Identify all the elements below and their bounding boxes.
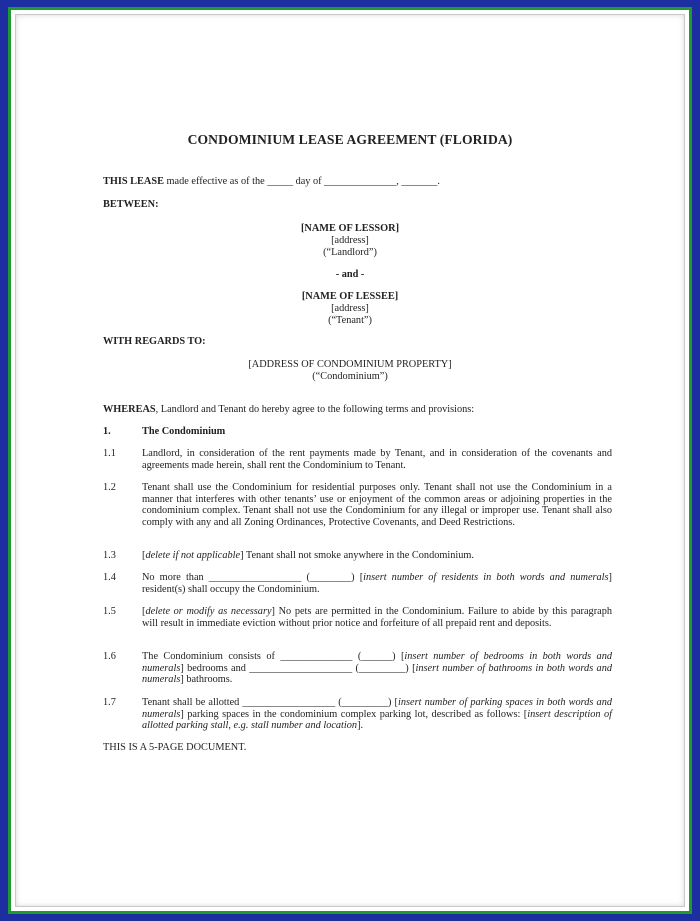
clause-pre: No more than __________________ (________) [ — [142, 572, 364, 583]
clause-note-2: insert number of bathrooms in both words and numerals — [142, 662, 612, 685]
whereas-text: , Landlord and Tenant do hereby agree to the following terms and provisions: — [155, 404, 475, 415]
lessee-address: [address] — [331, 303, 369, 314]
clause-pre: The Condominium consists of ______________ (______) [ — [142, 651, 405, 662]
clause-pre: Tenant shall be allotted __________________ (_________) [ — [142, 697, 398, 708]
outer-frame — [4, 4, 696, 917]
intro-lead: THIS LEASE — [103, 176, 164, 187]
clause-body: Tenant shall not smoke anywhere in the Condominium. — [243, 550, 474, 561]
clause-text — [142, 572, 612, 595]
clause-number: 1.1 — [103, 448, 116, 459]
and-separator: - and - — [335, 269, 365, 280]
clause-text — [142, 697, 612, 732]
document-page — [15, 14, 685, 907]
clause-number: 1.7 — [103, 697, 116, 708]
whereas-lead: WHEREAS — [103, 404, 156, 415]
clause-note: insert number of parking spaces in both words and numerals — [142, 697, 613, 720]
section-heading: The Condominium — [142, 426, 226, 437]
property-role: (“Condominium”) — [312, 371, 388, 382]
lessee-role: (“Tenant”) — [328, 315, 372, 326]
lessor-name: [NAME OF LESSOR] — [300, 223, 400, 234]
green-border — [8, 7, 692, 914]
clause-text: Tenant shall use the Condominium for residential purposes only. Tenant shall not use the Condominium in a manner that interferes with other tenants’ use or enjoyment of the common areas or adjoining properties in the condominium complex. Tenant shall not use the Condominium for any illegal or improper use. Tenant shall also comply with any and all Zoning Ordinances, Protective Covenants, and Deed Restrictions. — [142, 482, 612, 528]
clause-text: [delete if not applicable] Tenant shall not smoke anywhere in the Condominium. — [142, 550, 474, 561]
clause-number: 1.5 — [103, 606, 116, 617]
clause-note: insert number of bedrooms in both words and numerals — [142, 651, 613, 674]
clause-post: ] resident(s) shall occupy the Condominium. — [142, 572, 612, 595]
clause-number: 1.6 — [103, 651, 116, 662]
clause-note: delete or modify as necessary — [145, 606, 272, 617]
clause-text: Landlord, in consideration of the rent payments made by Tenant, and in consideration of the covenants and agreements made herein, shall rent the Condominium to Tenant. — [142, 448, 612, 471]
clause-text — [142, 651, 612, 686]
clause-mid: ] bedrooms and ____________________ (_________) [ — [180, 662, 416, 674]
intro-text: made effective as of the _____ day of ______________, _______. — [163, 176, 441, 187]
document-body — [16, 15, 684, 906]
lessee-name: [NAME OF LESSEE] — [301, 291, 399, 302]
clause-mid: ] parking spaces in the condominium complex parking lot, described as follows: [ — [180, 708, 528, 720]
section-number: 1. — [103, 426, 111, 437]
clause-text: [delete or modify as necessary] No pets are permitted in the Condominium. Failure to abide by this paragraph will result in immediate eviction without prior notice and forfeiture of all prepaid rent and deposits. — [142, 606, 612, 629]
clause-note: delete if not applicable — [145, 550, 241, 561]
lessor-address: [address] — [331, 235, 369, 246]
clause-number: 1.2 — [103, 482, 116, 493]
clause-note: insert number of residents in both words and numerals — [363, 572, 609, 583]
clause-post: ] bathrooms. — [180, 674, 233, 685]
property-address: [ADDRESS OF CONDOMINIUM PROPERTY] — [248, 359, 452, 370]
regards-label: WITH REGARDS TO: — [103, 336, 206, 347]
clause-number: 1.4 — [103, 572, 116, 583]
page-count-footer: THIS IS A 5-PAGE DOCUMENT. — [103, 742, 247, 753]
whereas-line — [103, 404, 474, 416]
clause-body: No pets are permitted in the Condominium. Failure to abide by this paragraph will result in immediate eviction without prior notice and forfeiture of all prepaid rent and deposits. — [142, 606, 612, 629]
between-label: BETWEEN: — [103, 199, 159, 210]
document-title: CONDOMINIUM LEASE AGREEMENT (FLORIDA) — [187, 132, 513, 147]
lessor-role: (“Landlord”) — [323, 247, 377, 258]
clause-note-2: insert description of allotted parking stall, e.g. stall number and location — [142, 708, 612, 731]
intro-line — [103, 176, 440, 188]
clause-post: ]. — [357, 720, 364, 731]
clause-number: 1.3 — [103, 550, 116, 561]
